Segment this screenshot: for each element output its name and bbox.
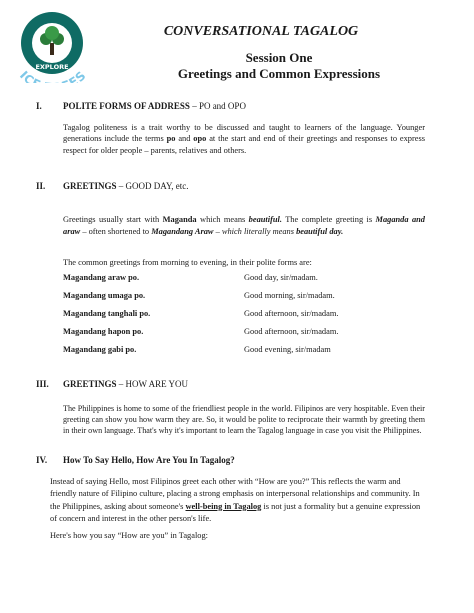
greetings-intro: The common greetings from morning to evening, in their polite forms are: (63, 258, 312, 267)
section-4-paragraph: Instead of saying Hello, most Filipinos greet each other with “How are you?” This reflects the warm and friendly nature of Filipino culture, placing a strong emphasis on interpersonal relationships and community. In the Philippines, asking about someone's well-being in Tagalog is not just a formality but a genuine expression of concern and interest in the other person's life. (50, 477, 421, 524)
greeting-row (63, 309, 423, 321)
opo-term: opo (193, 134, 207, 144)
section-3-paragraph: The Philippines is home to some of the friendliest people in the world. Filipinos are very hospitable. Even their greeting can show you how warm they are. So, it would be polite to reciprocate their warmth by greeting them in their own language. That's why it's important to learn the Tagalog language in case you visit the Philippines. (63, 404, 425, 435)
section-4-title: How To Say Hello, How Are You In Tagalog? (63, 455, 235, 465)
greeting-row (63, 273, 423, 285)
section-2-subtitle: – GOOD DAY, etc. (116, 181, 189, 191)
greeting-tagalog: Magandang hapon po. (63, 327, 144, 336)
po-term: po (166, 134, 176, 144)
svg-text:IMAGINE CREATE: IMAGINE CREATE (13, 3, 91, 35)
section-3-subtitle: – HOW ARE YOU (116, 379, 189, 389)
greeting-tagalog: Magandang gabi po. (63, 345, 137, 354)
section-1-subtitle: – PO and OPO (189, 101, 246, 111)
section-3-title: GREETINGS (63, 379, 117, 389)
greeting-english: Good afternoon, sir/madam. (244, 327, 339, 336)
section-4-number: IV. (36, 455, 48, 465)
greeting-tagalog: Magandang araw po. (63, 273, 140, 282)
greeting-row (63, 345, 423, 357)
greeting-english: Good day, sir/madam. (244, 273, 318, 282)
section-2-heading (63, 181, 189, 191)
document-title: CONVERSATIONAL TAGALOG (163, 24, 359, 39)
greeting-tagalog: Magandang tanghali po. (63, 309, 151, 318)
section-1-title: POLITE FORMS OF ADDRESS (63, 101, 190, 111)
session-subtitle: Greetings and Common Expressions (177, 66, 381, 81)
well-being-link[interactable]: well-being in Tagalog (185, 501, 262, 511)
section-3-number: III. (36, 379, 49, 389)
section-1-paragraph: Tagalog politeness is a trait worthy to be discussed and taught to learners of the language. Younger generations include the terms po and opo at the start and end of their greetings and responses to express respect for older people – parents, relatives and others. (63, 123, 426, 155)
greeting-tagalog: Magandang umaga po. (63, 291, 146, 300)
svg-text:ICE TREES: IC ES (16, 68, 90, 83)
section-2-number: II. (36, 181, 46, 191)
section-1-number: I. (36, 101, 42, 111)
greeting-english: Good afternoon, sir/madam. (244, 309, 339, 318)
session-title: Session One (245, 50, 313, 65)
greeting-row (63, 291, 423, 303)
section-4-closing: Here's how you say “How are you” in Tagalog: (50, 531, 208, 540)
section-2-title: GREETINGS (63, 181, 117, 191)
greeting-english: Good evening, sir/madam (244, 345, 331, 354)
section-1-heading (63, 101, 246, 111)
greeting-row (63, 327, 423, 339)
section-3-heading (63, 379, 188, 389)
svg-text:EXPLORE: EXPLORE (35, 63, 69, 71)
greeting-english: Good morning, sir/madam. (244, 291, 335, 300)
section-2-paragraph: Greetings usually start with Maganda which means beautiful. The complete greeting is Maganda and araw – often shortened to Magandang Araw – which literally means beautiful day. (63, 215, 425, 236)
